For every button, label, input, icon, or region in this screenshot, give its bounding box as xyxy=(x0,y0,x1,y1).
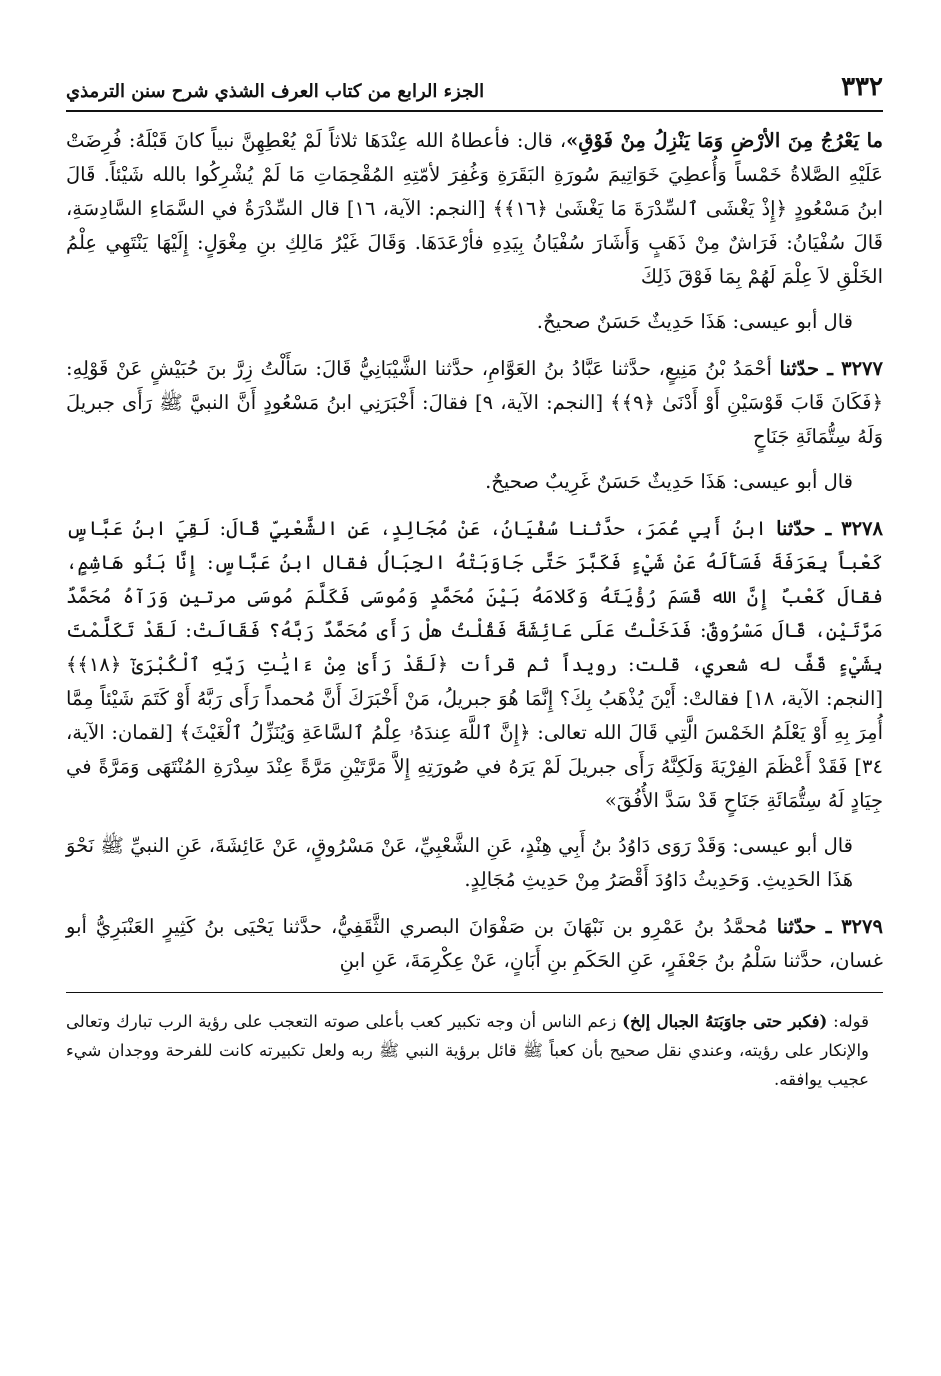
footnote-quote: (فكبر حتى جاوَبَتهُ الجبال إلخ) xyxy=(622,1012,828,1031)
book-page xyxy=(66,62,883,1336)
paragraph-text: ، قال: فأعطاهُ الله عِنْدَهَا ثلاثاً لَمْ يُعْطِهِنَّ نبياً كانَ قَبْلَهُ: فُرِضَتْ عَلَيْهِ الصَّلاةُ خَمْساً وَأُعطِيَ خَوَاتِيمَ سُورَةِ البَقَرَةِ وَغُفِرَ لأمّتِهِ المُقْحِمَاتِ مَا لَمْ يُشْرِكُوا بالله شَيْئاً. قَالَ ابنُ مَسْعُودٍ ﴿إِذْ يَغْشَى ٱلسِّدْرَةَ مَا يَغْشَىٰ ﴿١٦﴾﴾ [النجم: الآية، ١٦] قال السِّدْرَةُ في السَّمَاءِ السَّادِسَةِ، قَالَ سُفْيَانُ: فَرَاشٌ مِنْ ذَهَبٍ وَأَشَارَ سُفْيَانُ بِيَدِهِ فأرْعَدَهَا. وَقَالَ غَيْرُ مَالِكِ بنِ مِغْوَلٍ: إِلَيْهَا يَنْتَهِي عِلْمُ الخَلْقِ لاَ عِلْمَ لَهُمْ بِمَا فَوْقَ ذَلِكَ xyxy=(66,129,883,288)
paragraph-text: أحْمَدُ بْنُ مَنِيعٍ، حدَّثنا عَبَّادُ بنُ العَوَّامِ، حدَّثنا الشَّيْبَانِيُّ قَالَ: سَأَلْتُ زِرَّ بنَ حُبَيْشٍ عَنْ قَوْلِهِ: ﴿فَكَانَ قَابَ قَوْسَيْنِ أَوْ أَدْنَىٰ ﴿٩﴾﴾ [النجم: الآية، ٩] فقالَ: أَخْبَرَنِي ابنُ مَسْعُودٍ أَنَّ النبيَّ ﷺ رَأَى جبريلَ وَلَهُ سِتُّمَائَةِ جَنَاحٍ xyxy=(66,357,883,448)
hadith-3278 xyxy=(66,512,883,818)
quote-bold: ما يَعْرُجُ مِنَ الأرْضِ وَمَا يَنْزِلُ مِنْ فَوْقِ» xyxy=(566,129,883,152)
footnote xyxy=(66,1007,883,1094)
footnote-separator xyxy=(66,992,883,993)
hadith-number: ٣٢٧٩ ـ حدّثنا xyxy=(776,915,883,938)
hadith-3279 xyxy=(66,910,883,978)
hadith-grade: قال أبو عيسى: هَذَا حَدِيثٌ حَسَنٌ صحيحٌ. xyxy=(536,310,853,333)
hadith-grade: قال أبو عيسى: هَذَا حَدِيثٌ حَسَنٌ غَرِيبٌ صحيحٌ. xyxy=(485,470,853,493)
running-title: الجزء الرابع من كتاب العرف الشذي شرح سنن الترمذي xyxy=(66,81,485,102)
hadith-grade: قال أبو عيسى: وَقَدْ رَوَى دَاوُدُ بنُ أَبِي هِنْدٍ، عَنِ الشَّعْبِيِّ، عَنْ مَسْرُوقٍ، عَنْ عَائِشَةَ، عَنِ النبيِّ ﷺ نَحْوَ هَذَا الحَدِيثِ. وَحَدِيثُ دَاوُدَ أَقْصَرُ مِنْ حَدِيثِ مُجَالِدٍ. xyxy=(66,834,853,891)
page-header xyxy=(66,62,883,112)
hadith-number: ٣٢٧٨ ـ حدّثنا xyxy=(776,517,883,540)
footnote-lead: قوله: xyxy=(827,1012,870,1031)
hadith-3277 xyxy=(66,352,883,454)
hadith-continuation xyxy=(66,124,883,294)
footnote-text: زعم الناس أن وجه تكبير كعب بأعلى صوته التعجب على رؤية الرب تبارك وتعالى والإنكار على رؤيته، وعندي نقل صحيح بأن كعباً ﷺ قائل برؤية النبي ﷺ ربه ولعل تكبيرته كانت للفرحة ووجدان شيء عجيب يوافقه. xyxy=(66,1012,869,1089)
page-number: ٣٣٢ xyxy=(841,72,883,102)
main-text xyxy=(66,124,883,978)
hadith-number: ٣٢٧٧ ـ حدّثنا xyxy=(779,357,883,380)
paragraph-text: ابنُ أَبِي عُمَرَ، حدَّثنا سُفْيَانُ، عَنْ مُجَالِدٍ، عَنِ الشَّعْبِيِّ قَالَ: لَقِيَ ابنُ عَبَّاسٍ كَعْباً بِعَرَفَةَ فَسَأَلَهُ عَنْ شَيْءٍ فَكَبَّرَ حَتَّى جَاوَبَتْهُ الجِبَالُ فقال ابنُ عَبَّاسٍ: إِنَّا بَنُو هَاشِمٍ، فقالَ كَعْبٌ إِنَّ الله قَسَمَ رُؤْيَتَهُ وَكَلامَهُ بَيْنَ مُحَمَّدٍ وَمُوسَى فَكَلَّمَ مُوسَى مرتين وَرَآهُ مُحَمَّدٌ مَرَّتَيْنِ، قَالَ مَسْرُوقٌ: فَدَخَلْتُ عَلَى عَائِشَةَ فَقُلْتُ هلْ رَأَى مُحَمَّدٌ رَبَّهُ؟ فَقَالَتْ: لَقَدْ تَكَلَّمْتَ بِشَيْءٍ قَفَّ له شعري، قلت: رويداً ثم قرأت ﴿لَقَدْ رَأَىٰ مِنْ ءَايَٰتِ رَبِّهِ ٱلْكُبْرَىٰٓ ﴿١٨﴾﴾ [النجم: الآية، ١٨] فقالتْ: أَيْنَ يُذْهَبُ بِكَ؟ إِنَّمَا هُوَ جبريلُ، مَنْ أَخْبَرَكَ أَنَّ مُحمداً رَأَى رَبَّهُ أَوْ كَتَمَ شَيْئاً مِمَّا أُمِرَ بِهِ أَوْ يَعْلَمُ الخَمْسَ الَّتِي قَالَ الله تعالى: ﴿إِنَّ ٱللَّهَ عِندَهُۥ عِلْمُ ٱلسَّاعَةِ وَيُنَزِّلُ ٱلْغَيْثَ﴾ [لقمان: الآية، ٣٤] فَقَدْ أَعْظَمَ الفِرْيَةَ وَلَكِنَّهُ رَأَى جبريلَ لَمْ يَرَهُ في صُورَتِهِ إِلاَّ مَرَّتَيْنِ مَرَّةً عِنْدَ سِدْرَةِ المُنْتَهَى وَمَرَّةً في جِيَادٍ لَهُ سِتُّمَائَةِ جَنَاحٍ قَدْ سَدَّ الأُفُقَ» xyxy=(66,517,883,812)
paragraph-text: مُحمَّدُ بنُ عَمْرِو بن نَبْهَانَ بن صَفْوَانَ البصري الثَّقَفِيُّ، حدَّثنا يَحْيَى بنُ كَثِيرٍ العَنْبَرِيُّ أبو غسان، حدَّثنا سَلْمُ بنُ جَعْفَرٍ، عَنِ الحَكَمِ بنِ أَبَانٍ، عَنْ عِكْرِمَةَ، عَنِ ابنِ xyxy=(66,915,883,972)
